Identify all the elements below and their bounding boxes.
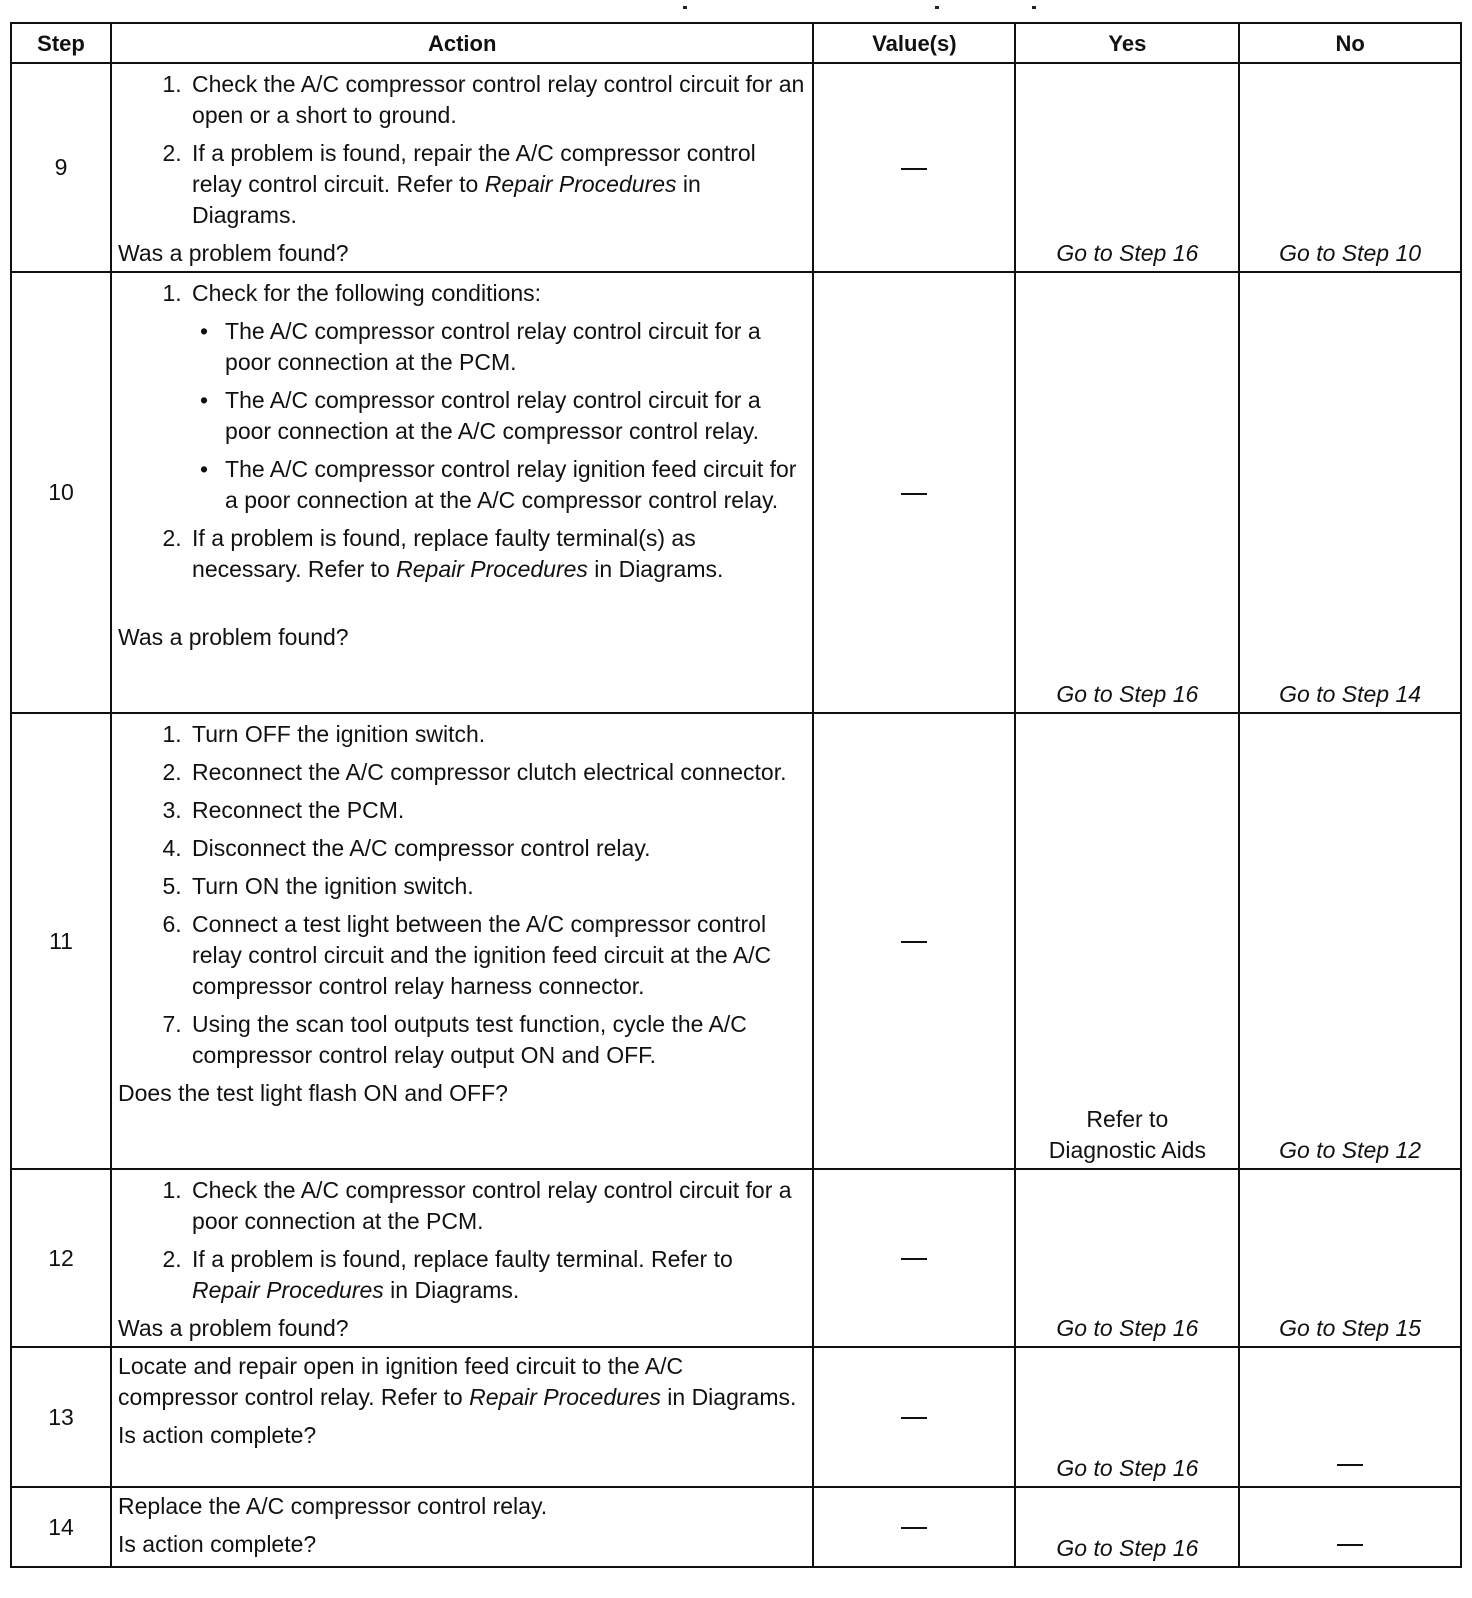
goto-link[interactable]: Go to Step 10 — [1279, 240, 1422, 266]
action-step: 2. If a problem is found, replace faulty terminal(s) as necessary. Refer to Repair Procedures in Diagrams. — [188, 523, 804, 585]
goto-link[interactable]: Go to Step 16 — [1056, 240, 1199, 266]
action-question: Was a problem found? — [118, 624, 349, 650]
step-number: 14 — [11, 1487, 111, 1567]
action-step: 2. Reconnect the A/C compressor clutch electrical connector. — [188, 757, 804, 788]
value-cell — [813, 713, 1015, 1169]
action-step: 2. If a problem is found, replace faulty terminal. Refer to Repair Procedures in Diagrams. — [188, 1244, 804, 1306]
table-row — [11, 1487, 1461, 1567]
action-question: Is action complete? — [118, 1531, 317, 1557]
action-question: Was a problem found? — [118, 240, 349, 266]
goto-link[interactable]: Go to Step 14 — [1279, 681, 1422, 707]
yes-cell — [1015, 272, 1239, 713]
table-row — [11, 63, 1461, 272]
no-cell — [1239, 1347, 1461, 1487]
action-step: 1. Turn OFF the ignition switch. — [188, 719, 804, 750]
em-dash — [901, 1417, 927, 1419]
refer-target[interactable]: Diagnostic Aids — [1048, 1137, 1206, 1163]
action-text: Locate and repair open in ignition feed circuit to the A/C compressor control relay. Refer to Repair Procedures in Diagrams. — [118, 1353, 797, 1410]
action-cell — [111, 1487, 813, 1567]
action-question: Does the test light flash ON and OFF? — [118, 1080, 508, 1106]
action-cell — [111, 272, 813, 713]
value-cell — [813, 1347, 1015, 1487]
diagnostic-table — [10, 22, 1462, 1568]
header-step: Step — [11, 23, 111, 63]
action-step: 6. Connect a test light between the A/C compressor control relay control circuit and the ignition feed circuit at the A/C compressor control relay harness connector. — [188, 909, 804, 1002]
goto-link[interactable]: Go to Step 16 — [1056, 1315, 1199, 1341]
action-cell — [111, 713, 813, 1169]
goto-link[interactable]: Go to Step 15 — [1279, 1315, 1422, 1341]
no-cell — [1239, 1487, 1461, 1567]
action-question: Is action complete? — [118, 1422, 317, 1448]
no-cell — [1239, 63, 1461, 272]
action-step: 1. Check for the following conditions: • The A/C compressor control relay control circuit for a poor connection at the PCM. • The A/C compressor control relay control circuit for a poor connection at the A/C compressor control relay. • The A/C compressor control relay ignition feed circuit for a poor connection at the A/C compressor control relay. — [188, 278, 804, 516]
no-cell — [1239, 1169, 1461, 1347]
condition-list — [192, 316, 804, 516]
step-number: 9 — [11, 63, 111, 272]
goto-link[interactable]: Go to Step 16 — [1056, 681, 1199, 707]
action-step: 5. Turn ON the ignition switch. — [188, 871, 804, 902]
value-cell — [813, 1487, 1015, 1567]
step-number: 10 — [11, 272, 111, 713]
step-number: 13 — [11, 1347, 111, 1487]
scan-speck — [683, 6, 687, 9]
step-number: 12 — [11, 1169, 111, 1347]
refer-line: Refer to — [1086, 1106, 1169, 1132]
yes-cell — [1015, 63, 1239, 272]
action-steps — [118, 69, 804, 231]
goto-link[interactable]: Go to Step 16 — [1056, 1535, 1199, 1561]
goto-link[interactable]: Go to Step 16 — [1056, 1455, 1199, 1481]
value-cell — [813, 63, 1015, 272]
table-row — [11, 1169, 1461, 1347]
no-cell — [1239, 272, 1461, 713]
action-steps — [118, 1175, 804, 1306]
yes-cell — [1015, 1169, 1239, 1347]
em-dash — [901, 493, 927, 495]
condition-item: • The A/C compressor control relay control circuit for a poor connection at the A/C compressor control relay. — [192, 385, 804, 447]
value-cell — [813, 1169, 1015, 1347]
action-cell — [111, 1169, 813, 1347]
value-cell — [813, 272, 1015, 713]
action-steps — [118, 719, 804, 1071]
no-cell — [1239, 713, 1461, 1169]
em-dash — [901, 1527, 927, 1529]
step-number: 11 — [11, 713, 111, 1169]
action-cell — [111, 1347, 813, 1487]
em-dash — [1337, 1464, 1363, 1466]
table-row — [11, 272, 1461, 713]
action-step: 4. Disconnect the A/C compressor control relay. — [188, 833, 804, 864]
action-step: 1. Check the A/C compressor control relay control circuit for an open or a short to ground. — [188, 69, 804, 131]
condition-item: • The A/C compressor control relay ignition feed circuit for a poor connection at the A/C compressor control relay. — [192, 454, 804, 516]
action-question: Was a problem found? — [118, 1315, 349, 1341]
action-step: 2. If a problem is found, repair the A/C compressor control relay control circuit. Refer to Repair Procedures in Diagrams. — [188, 138, 804, 231]
scan-speck — [935, 6, 939, 9]
condition-item: • The A/C compressor control relay control circuit for a poor connection at the PCM. — [192, 316, 804, 378]
yes-cell — [1015, 713, 1239, 1169]
action-step: 3. Reconnect the PCM. — [188, 795, 804, 826]
action-step: 1. Check the A/C compressor control relay control circuit for a poor connection at the PCM. — [188, 1175, 804, 1237]
header-action: Action — [111, 23, 813, 63]
yes-cell — [1015, 1487, 1239, 1567]
action-text: Replace the A/C compressor control relay. — [118, 1493, 548, 1519]
action-cell — [111, 63, 813, 272]
em-dash — [901, 941, 927, 943]
header-no: No — [1239, 23, 1461, 63]
em-dash — [1337, 1544, 1363, 1546]
em-dash — [901, 168, 927, 170]
header-row — [11, 23, 1461, 63]
em-dash — [901, 1258, 927, 1260]
action-step: 7. Using the scan tool outputs test function, cycle the A/C compressor control relay output ON and OFF. — [188, 1009, 804, 1071]
yes-cell — [1015, 1347, 1239, 1487]
header-yes: Yes — [1015, 23, 1239, 63]
goto-link[interactable]: Go to Step 12 — [1279, 1137, 1422, 1163]
table-row — [11, 713, 1461, 1169]
table-row — [11, 1347, 1461, 1487]
scan-speck — [1032, 6, 1036, 9]
action-steps — [118, 278, 804, 585]
header-values: Value(s) — [813, 23, 1015, 63]
